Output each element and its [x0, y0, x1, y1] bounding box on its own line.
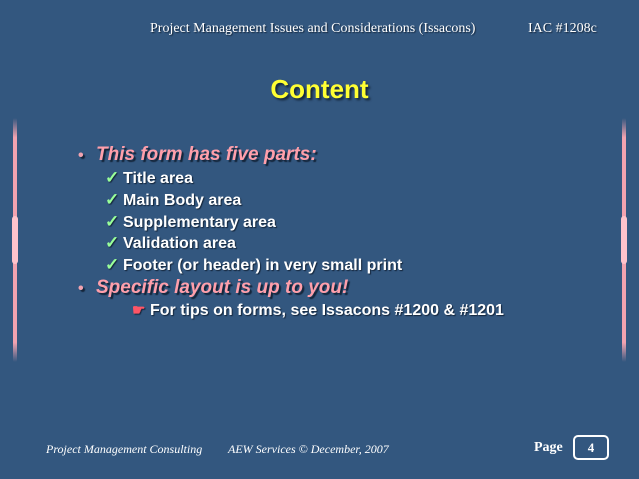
- checkmark-icon: ✓: [105, 255, 120, 274]
- sub-item-text: Title area: [123, 170, 193, 187]
- bullet-text: Specific layout is up to you!: [96, 277, 349, 298]
- left-accent-bar: [13, 118, 17, 362]
- bullet-text: This form has five parts:: [96, 144, 317, 165]
- bullet-item: [78, 277, 348, 299]
- checkmark-icon: ✓: [105, 168, 120, 187]
- checkmark-icon: ✓: [105, 212, 120, 231]
- sub-item-text: Supplementary area: [123, 214, 276, 231]
- page-label: Page: [534, 440, 563, 455]
- tip-item: [132, 301, 504, 320]
- right-accent-bar: [622, 118, 626, 362]
- sub-item: [105, 190, 241, 210]
- checkmark-icon: ✓: [105, 190, 120, 209]
- footer-left-text: Project Management Consulting: [46, 442, 203, 456]
- slide-title: Content: [270, 74, 369, 104]
- tip-text: For tips on forms, see Issacons #1200 & #1201: [150, 302, 504, 319]
- bullet-item: [78, 144, 317, 166]
- sub-item: [105, 168, 193, 188]
- sub-item: [105, 255, 402, 275]
- sub-item-text: Main Body area: [123, 192, 242, 209]
- sub-item-text: Validation area: [123, 235, 236, 252]
- sub-item: [105, 233, 236, 253]
- bullet-dot-icon: •: [78, 147, 84, 164]
- checkmark-icon: ✓: [105, 233, 120, 252]
- bullet-dot-icon: •: [78, 280, 84, 297]
- header-document-id: IAC #1208c: [528, 21, 597, 36]
- sub-item: [105, 212, 276, 232]
- footer-copyright: AEW Services © December, 2007: [228, 442, 389, 456]
- sub-item-text: Footer (or header) in very small print: [123, 257, 403, 274]
- pointing-hand-icon: ☛: [132, 302, 146, 319]
- header-title: Project Management Issues and Considerations (Issacons): [150, 21, 476, 36]
- page-number-box: 4: [573, 435, 609, 460]
